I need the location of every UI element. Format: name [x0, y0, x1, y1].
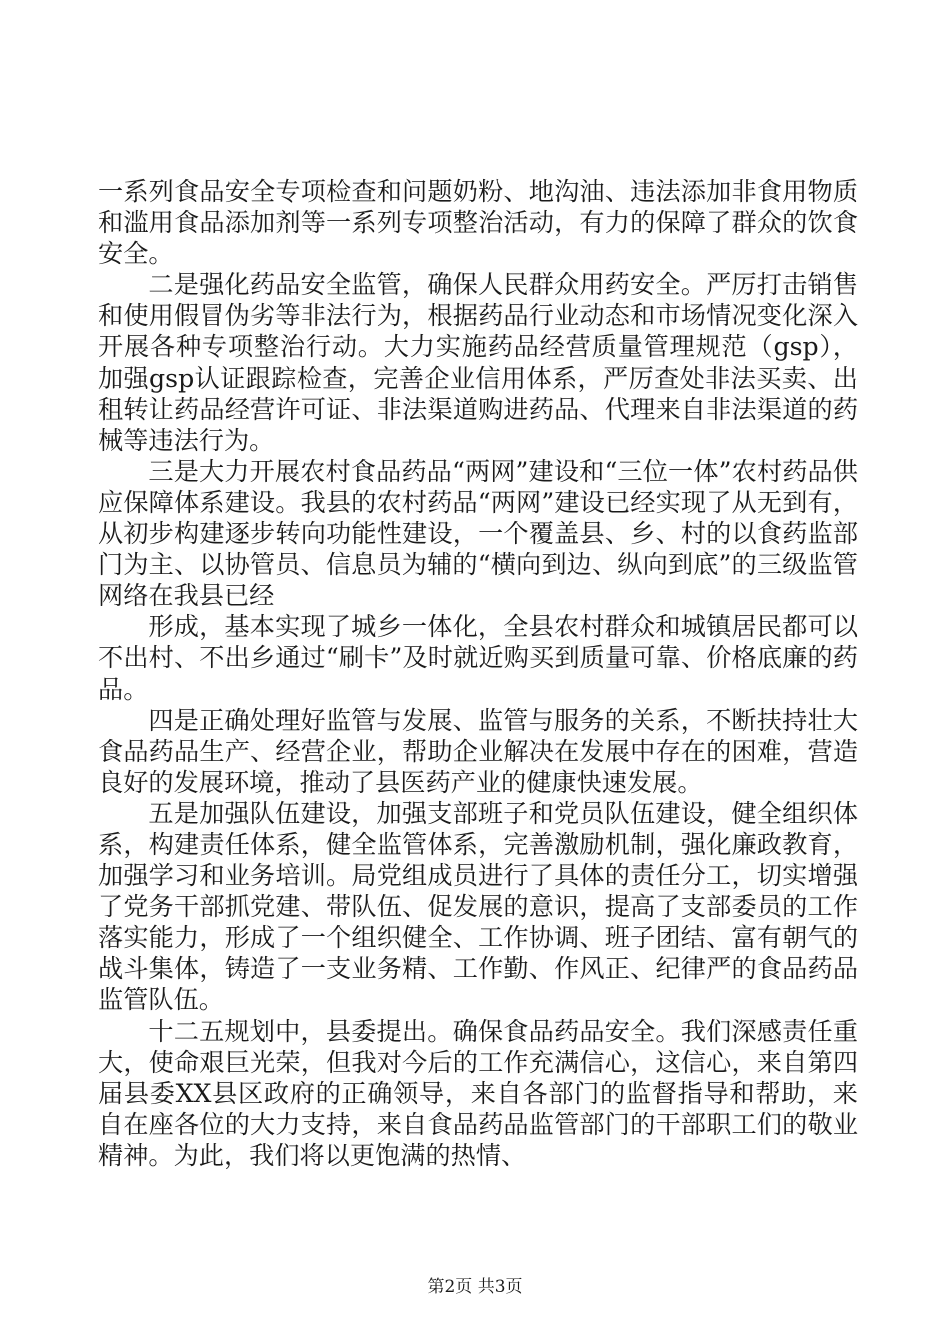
paragraph-five-year-plan: 十二五规划中，县委提出。确保食品药品安全。我们深感责任重大，使命艰巨光荣，但我对今后的工作充满信心，这信心，来自第四届县委XX县区政府的正确领导，来自各部门的监督指导和帮助，来自在座各位的大力支持，来自食品药品监管部门的干部职工们的敬业精神。为此，我们将以更饱满的热情、 [98, 1016, 858, 1170]
document-body [98, 176, 858, 1171]
paragraph-urban-rural: 形成，基本实现了城乡一体化，全县农村群众和城镇居民都可以不出村、不出乡通过“刷卡”及时就近购买到质量可靠、价格底廉的药品。 [98, 612, 858, 704]
paragraph-drug-safety: 二是强化药品安全监管，确保人民群众用药安全。严厉打击销售和使用假冒伪劣等非法行为，根据药品行业动态和市场情况变化深入开展各种专项整治行动。大力实施药品经营质量管理规范（gsp），加强gsp认证跟踪检查，完善企业信用体系，严厉查处非法买卖、出租转让药品经营许可证、非法渠道购进药品、代理来自非法渠道的药械等违法行为。 [98, 270, 858, 455]
paragraph-continuation: 一系列食品安全专项检查和问题奶粉、地沟油、违法添加非食用物质和滥用食品添加剂等一系列专项整治活动，有力的保障了群众的饮食安全。 [98, 177, 858, 269]
paragraph-team-building: 五是加强队伍建设，加强支部班子和党员队伍建设，健全组织体系，构建责任体系，健全监管体系，完善激励机制，强化廉政教育，加强学习和业务培训。局党组成员进行了具体的责任分工，切实增强了党务干部抓党建、带队伍、促发展的意识，提高了支部委员的工作落实能力，形成了一个组织健全、工作协调、班子团结、富有朝气的战斗集体，铸造了一支业务精、工作勤、作风正、纪律严的食品药品监管队伍。 [98, 798, 858, 1015]
page-number: 第2页 共3页 [427, 1277, 523, 1297]
paragraph-rural-network: 三是大力开展农村食品药品“两网”建设和“三位一体”农村药品供应保障体系建设。我县的农村药品“两网”建设已经实现了从无到有，从初步构建逐步转向功能性建设，一个覆盖县、乡、村的以食药监部门为主、以协管员、信息员为辅的“横向到边、纵向到底”的三级监管网络在我县已经 [98, 456, 858, 611]
paragraph-development: 四是正确处理好监管与发展、监管与服务的关系，不断扶持壮大食品药品生产、经营企业，帮助企业解决在发展中存在的困难，营造良好的发展环境，推动了县医药产业的健康快速发展。 [98, 705, 858, 797]
